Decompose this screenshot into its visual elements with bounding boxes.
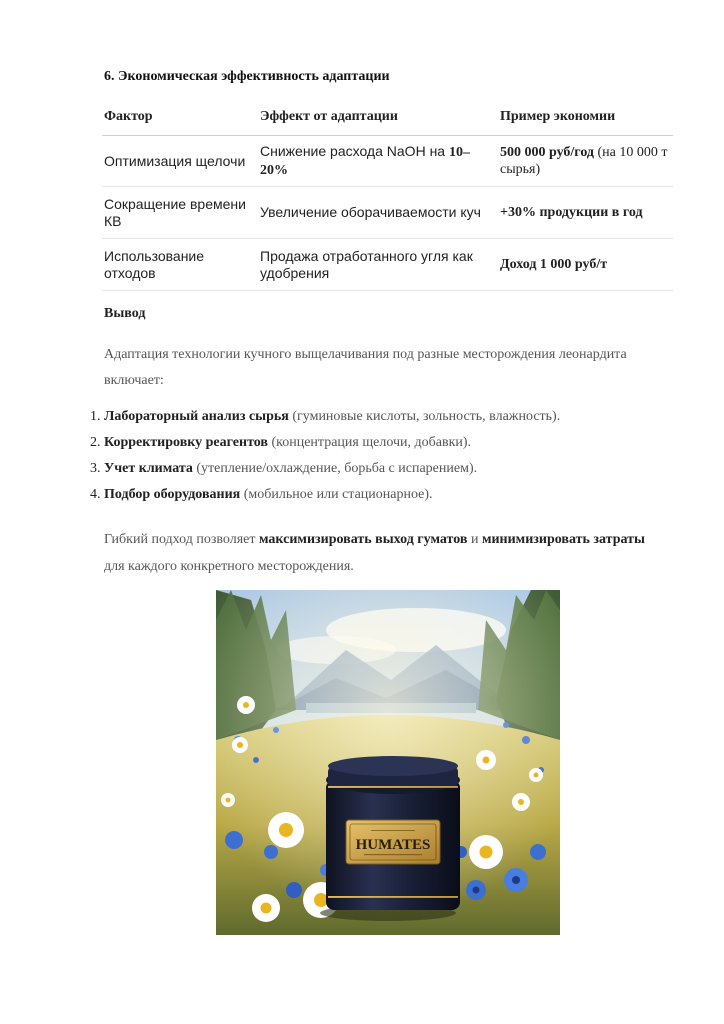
list-item bbox=[104, 404, 724, 430]
cell-effect bbox=[258, 136, 498, 187]
section-title: 6. Экономическая эффективность адаптации bbox=[104, 69, 390, 84]
cell-factor: Сокращение времени КВ bbox=[102, 187, 258, 239]
table-row bbox=[102, 239, 673, 291]
list-item bbox=[104, 482, 724, 508]
humates-jar bbox=[320, 756, 460, 921]
list-item-rest: (гуминовые кислоты, зольность, влажность). bbox=[288, 409, 561, 424]
list-item-bold: Лабораторный анализ сырья bbox=[104, 409, 289, 424]
table-header-row bbox=[102, 104, 673, 136]
list-item-bold: Корректировку реагентов bbox=[104, 435, 268, 450]
jar-label: HUMATES bbox=[355, 837, 431, 853]
meadow-scene bbox=[216, 590, 560, 935]
cell-example bbox=[498, 136, 673, 187]
header-factor: Фактор bbox=[102, 104, 258, 136]
final-text: для каждого конкретного месторождения. bbox=[104, 559, 354, 574]
final-paragraph bbox=[104, 526, 664, 580]
cell-example bbox=[498, 239, 673, 291]
efficiency-table bbox=[102, 104, 673, 291]
example-text: (на 10 000 т сырья) bbox=[500, 145, 668, 177]
header-example: Пример экономии bbox=[498, 104, 673, 136]
list-item-bold: Подбор оборудования bbox=[104, 487, 241, 502]
example-highlight: 500 000 руб/год bbox=[500, 145, 594, 160]
cell-example bbox=[498, 187, 673, 239]
final-text: и bbox=[467, 532, 482, 547]
list-item bbox=[104, 430, 724, 456]
final-bold: максимизировать выход гуматов bbox=[258, 532, 468, 547]
list-item-rest: (утепление/охлаждение, борьба с испарением). bbox=[192, 461, 478, 476]
intro-paragraph: Адаптация технологии кучного выщелачивания под разные месторождения леонардита включает: bbox=[104, 347, 627, 388]
list-item bbox=[104, 456, 724, 482]
cell-effect: Увеличение оборачиваемости куч bbox=[258, 187, 498, 239]
final-bold: минимизировать затраты bbox=[481, 532, 645, 547]
effect-text: Снижение расхода NaOH на bbox=[260, 143, 449, 159]
example-highlight: Доход 1 000 руб/т bbox=[500, 257, 608, 272]
steps-list bbox=[62, 404, 724, 508]
cell-effect: Продажа отработанного угля как удобрения bbox=[258, 239, 498, 291]
table-row bbox=[102, 136, 673, 187]
conclusion-heading: Вывод bbox=[104, 306, 146, 321]
header-effect: Эффект от адаптации bbox=[258, 104, 498, 136]
humates-illustration bbox=[216, 590, 560, 935]
list-item-rest: (мобильное или стационарное). bbox=[240, 487, 433, 502]
effect-highlight: 10–20% bbox=[260, 145, 470, 178]
table-row bbox=[102, 187, 673, 239]
cell-factor: Оптимизация щелочи bbox=[102, 136, 258, 187]
list-item-bold: Учет климата bbox=[104, 461, 193, 476]
example-highlight: +30% продукции в год bbox=[500, 205, 643, 220]
cell-factor: Использование отходов bbox=[102, 239, 258, 291]
list-item-rest: (концентрация щелочи, добавки). bbox=[267, 435, 472, 450]
final-text: Гибкий подход позволяет bbox=[104, 532, 259, 547]
